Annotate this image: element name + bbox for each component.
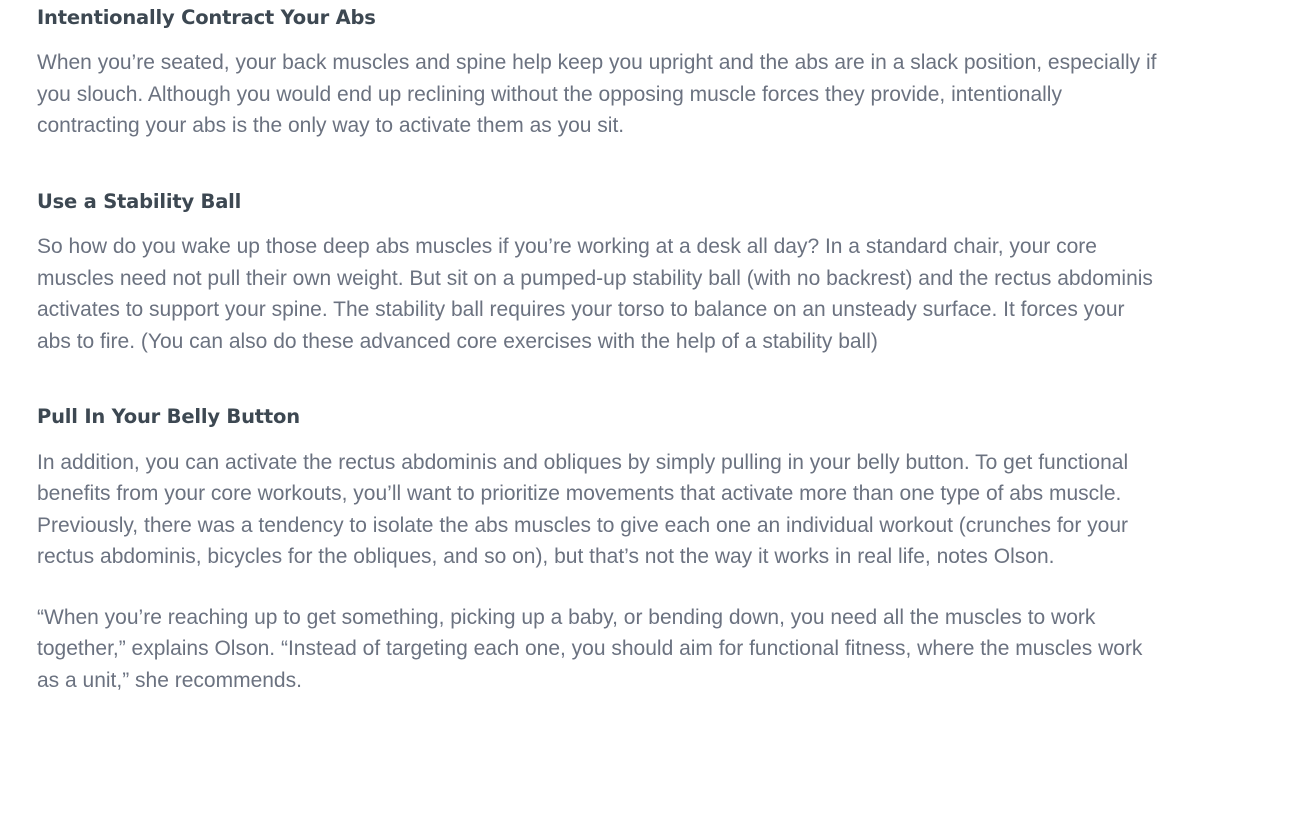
section-paragraph-belly-button-2: “When you’re reaching up to get something, picking up a baby, or bending down, you need all the muscles to work together,” explains Olson. “Instead of targeting each one, you should aim for functional fitness, where the muscles work as a unit,” she recommends. (37, 605, 1143, 692)
section-paragraph-belly-button-1: In addition, you can activate the rectus abdominis and obliques by simply pulling in your belly button. To get functional benefits from your core workouts, you’ll want to prioritize movements that activate more than one type of abs muscle. Previously, there was a tendency to isolate the abs muscles to give each one an individual workout (crunches for your rectus abdominis, bicycles for the obliques, and so on), but that’s not the way it works in real life, notes Olson. (37, 450, 1129, 569)
section-heading-belly-button: Pull In Your Belly Button (37, 405, 300, 429)
article-section-contract-abs (37, 6, 1164, 142)
section-heading-contract-abs: Intentionally Contract Your Abs (37, 6, 376, 29)
section-paragraph-stability-ball-1: So how do you wake up those deep abs muscles if you’re working at a desk all day? In a standard chair, your core muscles need not pull their own weight. But sit on a pumped-up stability ball (with no backrest) and the rectus abdominis activates to support your spine. The stability ball requires your torso to balance on an unsteady surface. It forces your abs to fire. (You can also do these advanced core exercises with the help of a stability ball) (37, 235, 1153, 353)
article-section-stability-ball (37, 190, 1164, 357)
article-section-belly-button (37, 405, 1164, 696)
section-heading-stability-ball: Use a Stability Ball (37, 189, 242, 213)
section-paragraph-contract-abs-1: When you’re seated, your back muscles and spine help keep you upright and the abs are in a slack position, especially if you slouch. Although you would end up reclining without the opposing muscle forces they provide, intentionally contracting your abs is the only way to activate them as you sit. (37, 51, 1157, 138)
